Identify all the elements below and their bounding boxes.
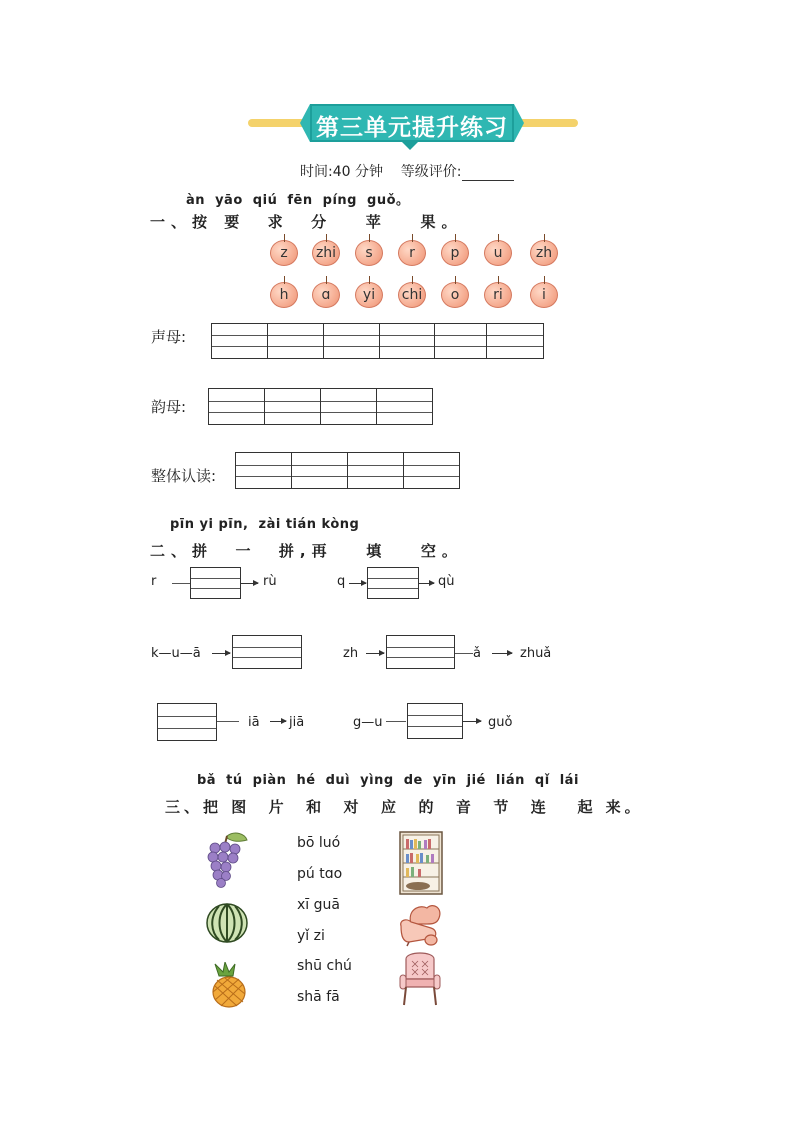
apple[interactable]: z [270, 240, 298, 266]
word-putao[interactable]: pú tɑo [297, 866, 343, 882]
pineapple-icon[interactable] [207, 962, 249, 1008]
arrow-right [212, 653, 230, 654]
arrow-right [349, 583, 366, 584]
arrow-right [366, 653, 384, 654]
word-boluo[interactable]: bō luó [297, 835, 341, 851]
blank-box[interactable] [190, 567, 241, 599]
txt-q: q [337, 574, 346, 589]
q2-pinyin: pīn yi pīn, zài tián kòng [170, 517, 360, 532]
connector [386, 721, 406, 722]
apple[interactable]: o [441, 282, 469, 308]
q3-pinyin: bǎ tú piàn hé duì yìng de yīn jié lián qǐ lái [197, 773, 579, 788]
apple[interactable]: u [484, 240, 512, 266]
label-zhengti: 整体认读: [151, 467, 217, 485]
txt-k-u-a: k—u—ā [151, 646, 201, 661]
q1-heading: 一、按 要 求 分 苹 果。 [150, 213, 463, 231]
apple[interactable]: zhi [312, 240, 340, 266]
apple[interactable]: h [270, 282, 298, 308]
blank-box[interactable] [232, 635, 302, 669]
connector [455, 653, 473, 654]
connector [217, 721, 239, 722]
apple[interactable]: s [355, 240, 383, 266]
arrow-right [241, 583, 258, 584]
arrow-right [492, 653, 512, 654]
blank-box[interactable] [367, 567, 419, 599]
blank-box[interactable] [157, 703, 217, 741]
chair-icon[interactable] [398, 949, 442, 1007]
q1-pinyin: àn yāo qiú fēn píng guǒ。 [186, 193, 410, 208]
shengmu-grid[interactable] [211, 323, 544, 359]
apple[interactable]: i [530, 282, 558, 308]
txt-r: r [151, 574, 157, 589]
txt-ia: iā [248, 715, 260, 730]
arrow-right [463, 721, 481, 722]
time-text: 时间:40 分钟 [300, 164, 383, 180]
blank-box[interactable] [386, 635, 455, 669]
txt-guo: guǒ [488, 715, 513, 730]
apple[interactable]: yi [355, 282, 383, 308]
word-yizi[interactable]: yǐ zi [297, 928, 325, 944]
txt-g-u: g—u [353, 715, 383, 730]
sofa-icon[interactable] [397, 902, 445, 948]
apple[interactable]: zh [530, 240, 558, 266]
watermelon-icon[interactable] [205, 902, 249, 944]
word-shuchu[interactable]: shū chú [297, 958, 352, 974]
txt-ru: rù [263, 574, 277, 589]
arrow-right [419, 583, 434, 584]
apple[interactable]: ri [484, 282, 512, 308]
blank-box[interactable] [407, 703, 463, 739]
q2-heading: 二、拼 一 拼,再 填 空。 [150, 542, 463, 560]
yunmu-grid[interactable] [208, 388, 433, 425]
word-xigua[interactable]: xī guā [297, 897, 340, 913]
txt-a3: ǎ [473, 646, 481, 661]
arrow-right [270, 721, 286, 722]
txt-zh: zh [343, 646, 359, 661]
grapes-icon[interactable] [205, 830, 249, 888]
apple[interactable]: r [398, 240, 426, 266]
apple[interactable]: chi [398, 282, 426, 308]
page-title: 第三单元提升练习 [316, 115, 508, 141]
label-shengmu: 声母: [151, 328, 187, 346]
word-shafa[interactable]: shā fā [297, 989, 340, 1005]
q3-heading: 三、把 图 片 和 对 应 的 音 节 连 起 来。 [165, 798, 644, 816]
txt-zhua: zhuǎ [520, 646, 552, 661]
title-banner-tip [402, 142, 418, 150]
grade-blank[interactable] [462, 168, 514, 181]
label-yunmu: 韵母: [151, 398, 187, 416]
grade-text: 等级评价: [400, 164, 462, 180]
apple[interactable]: p [441, 240, 469, 266]
title-banner [310, 104, 514, 142]
bookshelf-icon[interactable] [398, 830, 444, 896]
apple[interactable]: ɑ [312, 282, 340, 308]
txt-qu: qù [438, 574, 455, 589]
connector [172, 583, 191, 584]
txt-jia: jiā [289, 715, 305, 730]
zhengti-grid[interactable] [235, 452, 460, 489]
meta-info [300, 161, 514, 181]
